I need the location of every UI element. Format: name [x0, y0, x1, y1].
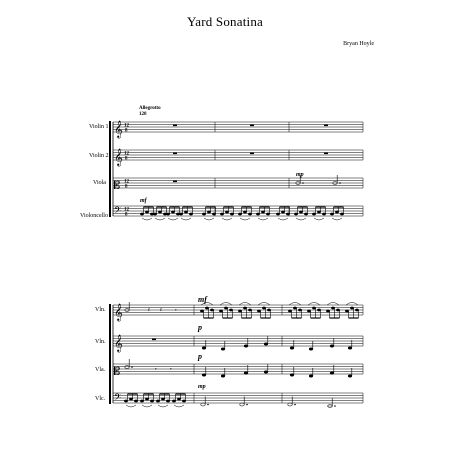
bass-clef-icon: 𝄢 — [114, 392, 122, 405]
svg-text:8: 8 — [125, 212, 128, 218]
svg-text:𝄾: 𝄾 — [175, 307, 177, 314]
svg-text:𝄽: 𝄽 — [160, 307, 162, 314]
dynamic-vln-b-p: p — [198, 323, 202, 332]
bass-clef-icon: 𝄢 — [114, 205, 122, 218]
svg-text:𝄾: 𝄾 — [155, 366, 157, 373]
composer-name: Bryan Hoyle — [343, 41, 374, 47]
svg-text:8: 8 — [125, 128, 128, 134]
svg-text:𝄾: 𝄾 — [170, 366, 172, 373]
svg-text:8: 8 — [125, 156, 128, 162]
alto-clef-icon: 𝄡 — [114, 365, 121, 378]
rests-system-1 — [173, 125, 328, 183]
score-title: Yard Sonatina — [186, 14, 264, 29]
time-signatures-system-1 — [124, 124, 130, 218]
dynamic-cello-mf: mf — [140, 198, 147, 204]
svg-text:12: 12 — [124, 179, 129, 185]
instrument-label-cello: Violoncello — [80, 213, 108, 219]
instrument-label-vln-b: Vln. — [95, 339, 106, 345]
clefs-system-1 — [114, 120, 123, 218]
dynamic-vla-p: p — [198, 352, 202, 361]
instrument-label-vln-a: Vln. — [95, 307, 106, 313]
instrument-label-violin-1: Violin 1 — [89, 124, 109, 130]
treble-clef-icon: 𝄞 — [114, 334, 123, 352]
dynamic-viola-mp: mp — [296, 172, 304, 178]
dynamic-vlc-mp: mp — [198, 384, 206, 390]
staff-vln-b — [113, 336, 363, 346]
svg-text:12: 12 — [124, 123, 129, 129]
dynamic-vln-a-mf: mf — [198, 295, 207, 304]
instrument-label-violin-2: Violin 2 — [89, 153, 109, 159]
instrument-label-vlc: Vlc. — [95, 396, 106, 402]
svg-text:𝄽: 𝄽 — [148, 307, 150, 314]
alto-clef-icon: 𝄡 — [114, 179, 121, 192]
system-2 — [110, 304, 363, 404]
instrument-label-viola: Viola — [93, 180, 106, 186]
treble-clef-icon: 𝄞 — [114, 148, 123, 166]
clefs-system-2 — [114, 303, 123, 405]
staff-violin-1 — [113, 122, 363, 132]
system-1 — [110, 121, 363, 217]
staff-vla — [113, 364, 363, 374]
staff-violin-2 — [113, 150, 363, 160]
instrument-label-vla: Vla. — [95, 367, 106, 373]
svg-text:12: 12 — [124, 207, 129, 213]
staff-viola — [113, 178, 363, 188]
viola-figures-system-2 — [202, 364, 352, 377]
staff-vln-a — [113, 305, 363, 315]
violin-b-figures — [202, 336, 352, 350]
treble-clef-icon: 𝄞 — [114, 303, 123, 321]
svg-text:12: 12 — [124, 151, 129, 157]
svg-text:8: 8 — [125, 184, 128, 190]
treble-clef-icon: 𝄞 — [114, 120, 123, 138]
tempo-text: Allegrotto — [139, 106, 161, 111]
tempo-value: 120 — [139, 112, 147, 117]
